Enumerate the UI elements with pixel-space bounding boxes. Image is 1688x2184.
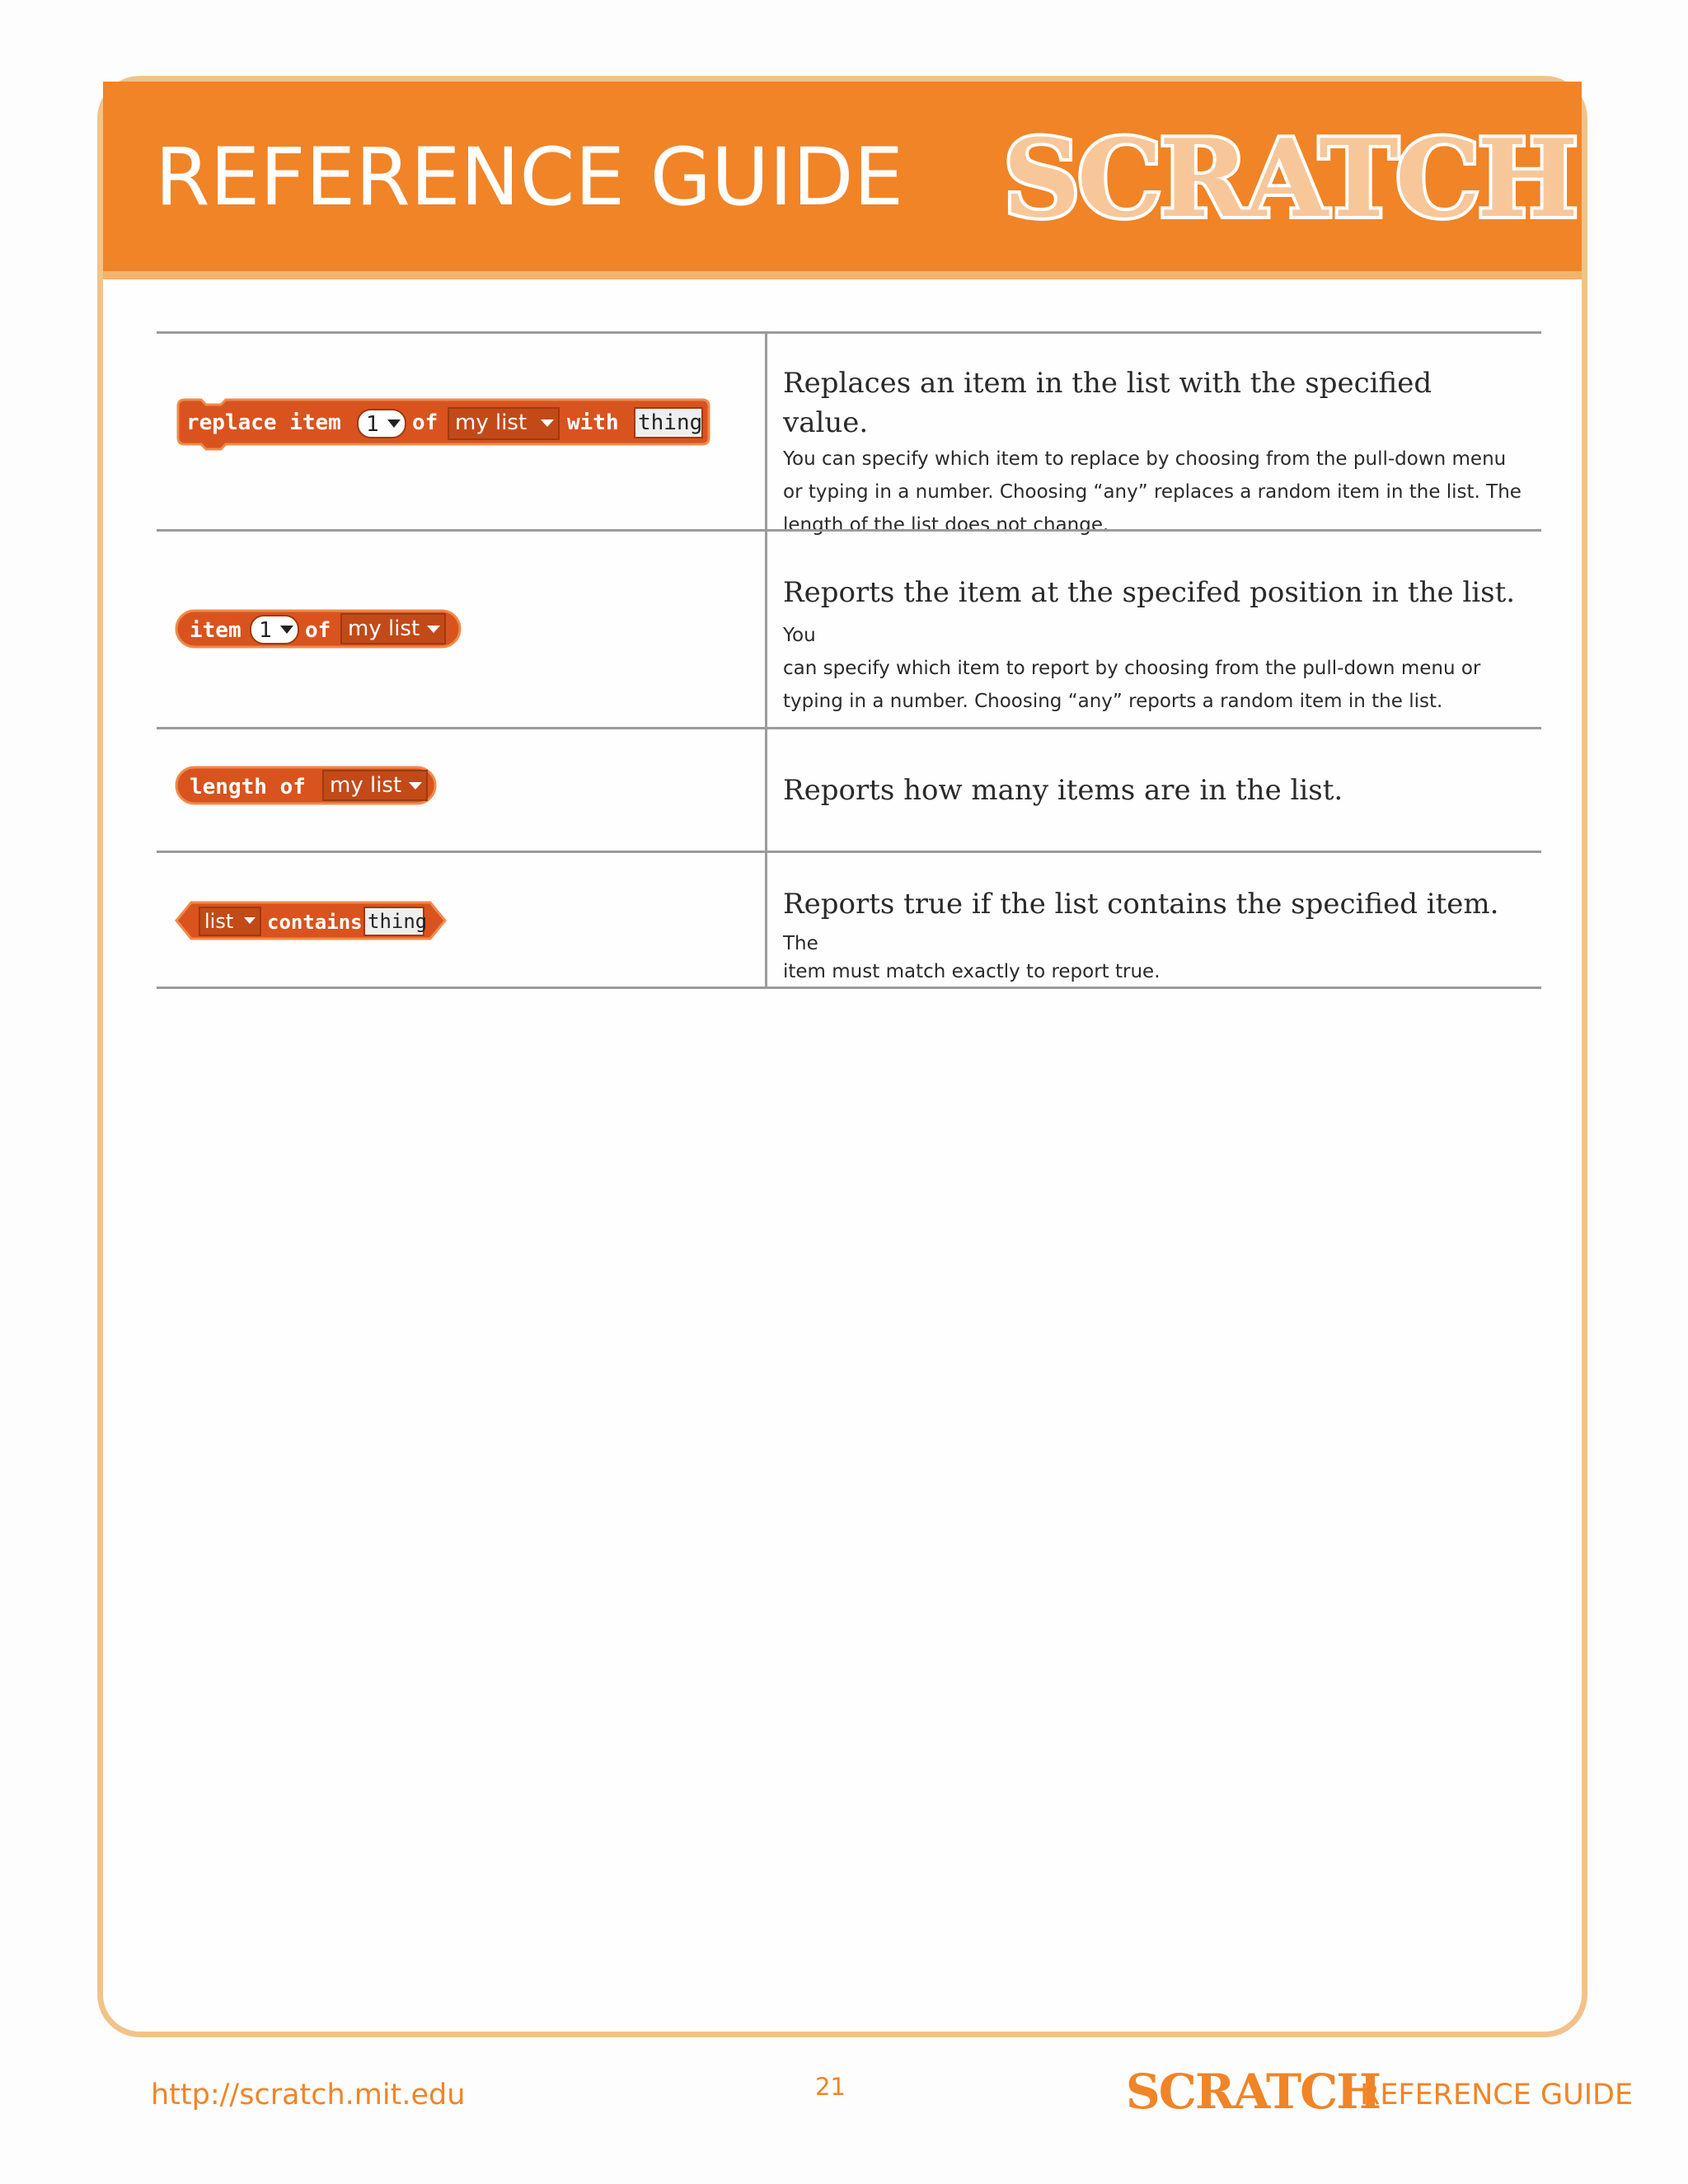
scratch-logo <box>1002 113 1576 245</box>
list-contains-description <box>783 886 1525 983</box>
index-input <box>251 616 298 644</box>
scratch-logo-text: SCRATCH <box>1002 115 1576 241</box>
description-title: Reports how many items are in the list. <box>783 774 1343 807</box>
description-detail: can specify which item to report by choosing from the pull-down menu or typing in a number. Choosing “any” reports a random item in the list. <box>783 658 1481 712</box>
description-detail-start: You <box>783 625 816 646</box>
column-divider <box>765 729 767 851</box>
column-divider <box>765 334 767 529</box>
svg-text:with: with <box>567 410 619 435</box>
description-title: Reports true if the list contains the specified item. <box>783 888 1499 921</box>
column-divider <box>765 853 767 987</box>
length-of-description <box>783 771 1525 810</box>
svg-text:thing: thing <box>638 410 703 435</box>
item-of-description <box>783 573 1525 718</box>
footer-url-link[interactable]: http://scratch.mit.edu <box>151 2079 466 2111</box>
footer-label: REFERENCE GUIDE <box>1360 2079 1634 2111</box>
footer-scratch-logo <box>1125 2060 1381 2120</box>
table-row <box>157 851 1541 989</box>
svg-text:1: 1 <box>259 618 272 643</box>
replace-item-block[interactable] <box>171 396 715 460</box>
header-banner <box>103 82 1582 279</box>
svg-text:1: 1 <box>366 412 379 437</box>
description-detail: You can specify which item to replace by choosing from the pull-down menu or typing in a number. Choosing “any” replaces a random item in the list. The length of the list does not change. <box>783 448 1522 536</box>
svg-text:list: list <box>204 910 234 933</box>
page-number: 21 <box>815 2073 846 2101</box>
svg-text:of: of <box>412 410 438 435</box>
page-title: REFERENCE GUIDE <box>155 131 904 223</box>
description-detail: item must match exactly to report true. <box>783 961 1160 982</box>
svg-text:my list: my list <box>348 616 420 641</box>
length-of-block[interactable] <box>171 762 452 816</box>
svg-text:SCRATCH: SCRATCH <box>1125 2064 1381 2120</box>
svg-text:length of: length of <box>190 775 306 799</box>
svg-text:item: item <box>190 618 241 643</box>
svg-text:thing: thing <box>368 910 428 933</box>
table-row <box>157 727 1541 851</box>
replace-item-description <box>783 363 1525 541</box>
column-divider <box>765 532 767 727</box>
table-row <box>157 529 1541 727</box>
block-label: replace item <box>186 410 341 435</box>
description-title: Replaces an item in the list with the specified value. <box>783 367 1432 439</box>
svg-text:of: of <box>305 618 331 643</box>
description-title: Reports the item at the specifed position in the list. <box>783 576 1516 609</box>
svg-text:my list: my list <box>455 410 528 435</box>
index-input <box>358 410 406 438</box>
list-contains-block[interactable] <box>171 899 452 949</box>
item-of-block[interactable] <box>171 606 468 659</box>
block-table <box>157 331 1541 989</box>
description-detail-start: The <box>783 933 818 954</box>
table-row <box>157 331 1541 536</box>
svg-text:my list: my list <box>330 773 402 798</box>
svg-text:contains: contains <box>267 911 363 934</box>
